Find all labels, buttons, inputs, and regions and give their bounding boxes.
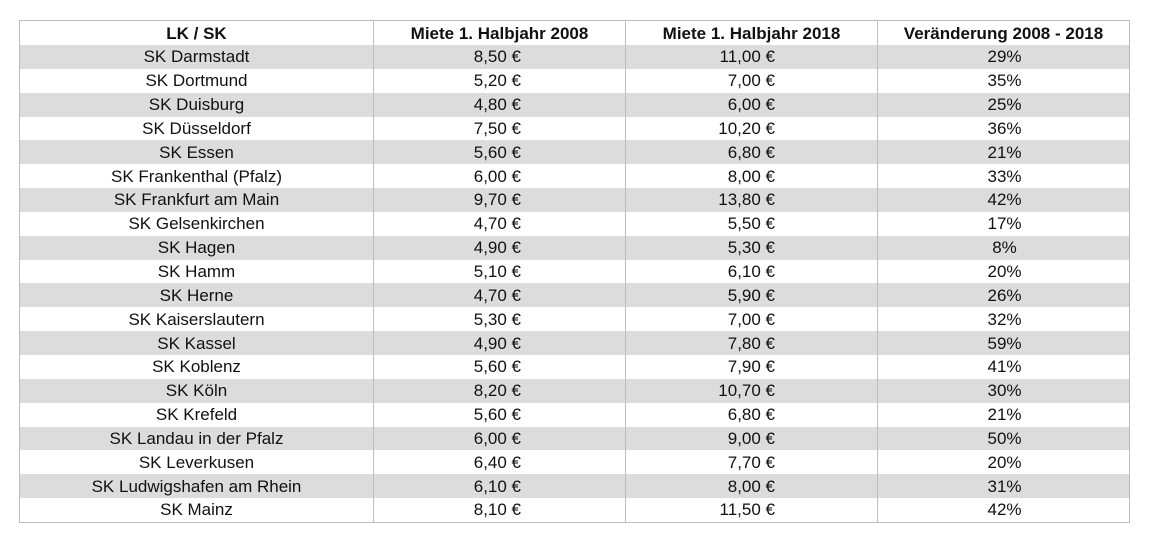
change-cell-value: 36% (987, 118, 1022, 138)
city-cell: SK Dortmund (20, 69, 374, 93)
rent-2008-cell (374, 117, 626, 141)
rent-2008-cell (374, 379, 626, 403)
rent-2008-cell (374, 498, 626, 522)
city-cell: SK Duisburg (20, 93, 374, 117)
table-row (20, 93, 1130, 117)
rent-2018-cell (626, 45, 878, 69)
change-cell-value: 8% (992, 238, 1017, 258)
rent-2018-cell-value: 13,80 € (718, 190, 775, 210)
rent-2018-cell-value: 11,00 € (719, 47, 775, 67)
header-rent-2018: Miete 1. Halbjahr 2018 (626, 21, 878, 46)
change-cell-value: 26% (987, 285, 1022, 305)
change-cell (878, 93, 1130, 117)
city-cell: SK Gelsenkirchen (20, 212, 374, 236)
change-cell-value: 25% (987, 95, 1022, 115)
table-row (20, 140, 1130, 164)
rent-2008-cell (374, 212, 626, 236)
rent-2018-cell (626, 212, 878, 236)
rent-2008-cell (374, 140, 626, 164)
rent-2008-cell-value: 5,60 € (473, 142, 521, 162)
rent-2018-cell (626, 427, 878, 451)
rent-2008-cell (374, 164, 626, 188)
change-cell (878, 164, 1130, 188)
change-cell (878, 331, 1130, 355)
rent-2008-cell-value: 6,00 € (473, 166, 521, 186)
rent-2008-cell (374, 307, 626, 331)
table-row (20, 236, 1130, 260)
rent-2018-cell (626, 498, 878, 522)
table-row (20, 450, 1130, 474)
rent-2018-cell-value: 11,50 € (719, 500, 775, 520)
rent-2008-cell-value: 5,30 € (473, 309, 521, 329)
change-cell-value: 59% (987, 333, 1022, 353)
rent-2018-cell (626, 188, 878, 212)
rent-table (19, 20, 1130, 523)
rent-2008-cell (374, 69, 626, 93)
rent-2018-cell-value: 5,30 € (727, 238, 775, 258)
rent-2008-cell-value: 8,10 € (473, 500, 521, 520)
change-cell-value: 20% (987, 452, 1022, 472)
rent-2018-cell (626, 474, 878, 498)
rent-2008-cell-value: 4,80 € (473, 95, 521, 115)
rent-2018-cell-value: 7,00 € (727, 71, 775, 91)
rent-2008-cell-value: 5,60 € (473, 405, 521, 425)
table-row (20, 498, 1130, 522)
table-row (20, 307, 1130, 331)
table-row (20, 69, 1130, 93)
rent-2018-cell (626, 331, 878, 355)
rent-2018-cell-value: 9,00 € (727, 428, 775, 448)
rent-2008-cell-value: 8,20 € (473, 381, 521, 401)
rent-2008-cell (374, 45, 626, 69)
change-cell (878, 379, 1130, 403)
rent-2018-cell-value: 8,00 € (727, 166, 775, 186)
change-cell (878, 474, 1130, 498)
change-cell-value: 50% (987, 428, 1022, 448)
table-row (20, 379, 1130, 403)
table-row (20, 117, 1130, 141)
rent-2018-cell (626, 140, 878, 164)
change-cell-value: 21% (987, 405, 1022, 425)
change-cell (878, 450, 1130, 474)
table-row (20, 212, 1130, 236)
rent-2008-cell (374, 283, 626, 307)
city-cell: SK Herne (20, 283, 374, 307)
table-row (20, 403, 1130, 427)
change-cell-value: 20% (987, 262, 1022, 282)
city-cell: SK Mainz (20, 498, 374, 522)
rent-2008-cell-value: 9,70 € (473, 190, 521, 210)
change-cell-value: 42% (987, 500, 1022, 520)
rent-2008-cell-value: 4,70 € (473, 285, 521, 305)
rent-2008-cell-value: 4,90 € (473, 238, 521, 258)
rent-2008-cell-value: 6,10 € (473, 476, 521, 496)
city-cell: SK Essen (20, 140, 374, 164)
rent-2018-cell (626, 450, 878, 474)
city-cell: SK Kaiserslautern (20, 307, 374, 331)
rent-2008-cell (374, 450, 626, 474)
rent-2018-cell (626, 69, 878, 93)
rent-2018-cell-value: 7,70 € (727, 452, 775, 472)
table-row (20, 474, 1130, 498)
city-cell: SK Ludwigshafen am Rhein (20, 474, 374, 498)
rent-2018-cell-value: 10,20 € (718, 118, 775, 138)
rent-2018-cell-value: 5,90 € (727, 285, 775, 305)
change-cell (878, 427, 1130, 451)
city-cell: SK Hamm (20, 260, 374, 284)
rent-2008-cell-value: 6,00 € (473, 428, 521, 448)
rent-2018-cell (626, 164, 878, 188)
city-cell: SK Landau in der Pfalz (20, 427, 374, 451)
change-cell-value: 31% (987, 476, 1022, 496)
rent-2008-cell (374, 403, 626, 427)
rent-2008-cell-value: 8,50 € (473, 47, 521, 67)
change-cell (878, 188, 1130, 212)
table-row (20, 427, 1130, 451)
change-cell (878, 403, 1130, 427)
change-cell-value: 33% (987, 166, 1022, 186)
city-cell: SK Darmstadt (20, 45, 374, 69)
rent-2018-cell-value: 7,90 € (727, 357, 775, 377)
table-row (20, 260, 1130, 284)
rent-2008-cell (374, 188, 626, 212)
change-cell (878, 260, 1130, 284)
rent-2018-cell (626, 379, 878, 403)
change-cell-value: 42% (987, 190, 1022, 210)
change-cell (878, 355, 1130, 379)
change-cell-value: 35% (987, 71, 1022, 91)
table-container (19, 20, 1130, 523)
rent-2018-cell (626, 117, 878, 141)
change-cell-value: 21% (987, 142, 1022, 162)
rent-2018-cell-value: 8,00 € (727, 476, 775, 496)
rent-2018-cell-value: 10,70 € (718, 381, 775, 401)
rent-2008-cell-value: 4,70 € (473, 214, 521, 234)
rent-2008-cell (374, 331, 626, 355)
change-cell-value: 41% (987, 357, 1022, 377)
change-cell (878, 117, 1130, 141)
rent-2018-cell-value: 7,00 € (727, 309, 775, 329)
rent-2008-cell-value: 6,40 € (473, 452, 521, 472)
rent-2018-cell-value: 6,80 € (727, 405, 775, 425)
rent-2008-cell (374, 355, 626, 379)
table-row (20, 188, 1130, 212)
city-cell: SK Hagen (20, 236, 374, 260)
city-cell: SK Krefeld (20, 403, 374, 427)
change-cell (878, 283, 1130, 307)
change-cell (878, 140, 1130, 164)
rent-2008-cell-value: 5,10 € (473, 262, 521, 282)
change-cell (878, 45, 1130, 69)
change-cell (878, 498, 1130, 522)
header-city: LK / SK (20, 21, 374, 46)
rent-2018-cell (626, 403, 878, 427)
change-cell-value: 30% (987, 381, 1022, 401)
rent-2018-cell (626, 283, 878, 307)
city-cell: SK Frankfurt am Main (20, 188, 374, 212)
rent-2018-cell-value: 5,50 € (727, 214, 775, 234)
table-row (20, 164, 1130, 188)
city-cell: SK Koblenz (20, 355, 374, 379)
table-row (20, 45, 1130, 69)
header-change: Veränderung 2008 - 2018 (878, 21, 1130, 46)
rent-2018-cell (626, 236, 878, 260)
city-cell: SK Köln (20, 379, 374, 403)
change-cell (878, 69, 1130, 93)
rent-2018-cell (626, 307, 878, 331)
rent-2008-cell-value: 5,60 € (473, 357, 521, 377)
change-cell-value: 17% (987, 214, 1022, 234)
table-row (20, 355, 1130, 379)
city-cell: SK Düsseldorf (20, 117, 374, 141)
rent-2008-cell-value: 5,20 € (473, 71, 521, 91)
city-cell: SK Leverkusen (20, 450, 374, 474)
table-row (20, 283, 1130, 307)
city-cell: SK Frankenthal (Pfalz) (20, 164, 374, 188)
rent-2008-cell (374, 260, 626, 284)
change-cell (878, 212, 1130, 236)
rent-2018-cell-value: 6,80 € (727, 142, 775, 162)
rent-2008-cell-value: 4,90 € (473, 333, 521, 353)
change-cell (878, 236, 1130, 260)
header-rent-2008: Miete 1. Halbjahr 2008 (374, 21, 626, 46)
rent-2018-cell (626, 260, 878, 284)
city-cell: SK Kassel (20, 331, 374, 355)
rent-2008-cell-value: 7,50 € (473, 118, 521, 138)
rent-2018-cell-value: 6,00 € (727, 95, 775, 115)
rent-2018-cell-value: 6,10 € (727, 262, 775, 282)
table-row (20, 331, 1130, 355)
rent-2008-cell (374, 427, 626, 451)
rent-2018-cell (626, 93, 878, 117)
rent-2008-cell (374, 236, 626, 260)
rent-2018-cell-value: 7,80 € (727, 333, 775, 353)
rent-2018-cell (626, 355, 878, 379)
rent-2008-cell (374, 93, 626, 117)
rent-2008-cell (374, 474, 626, 498)
change-cell-value: 29% (987, 47, 1022, 67)
header-row (20, 21, 1130, 46)
change-cell (878, 307, 1130, 331)
change-cell-value: 32% (987, 309, 1022, 329)
